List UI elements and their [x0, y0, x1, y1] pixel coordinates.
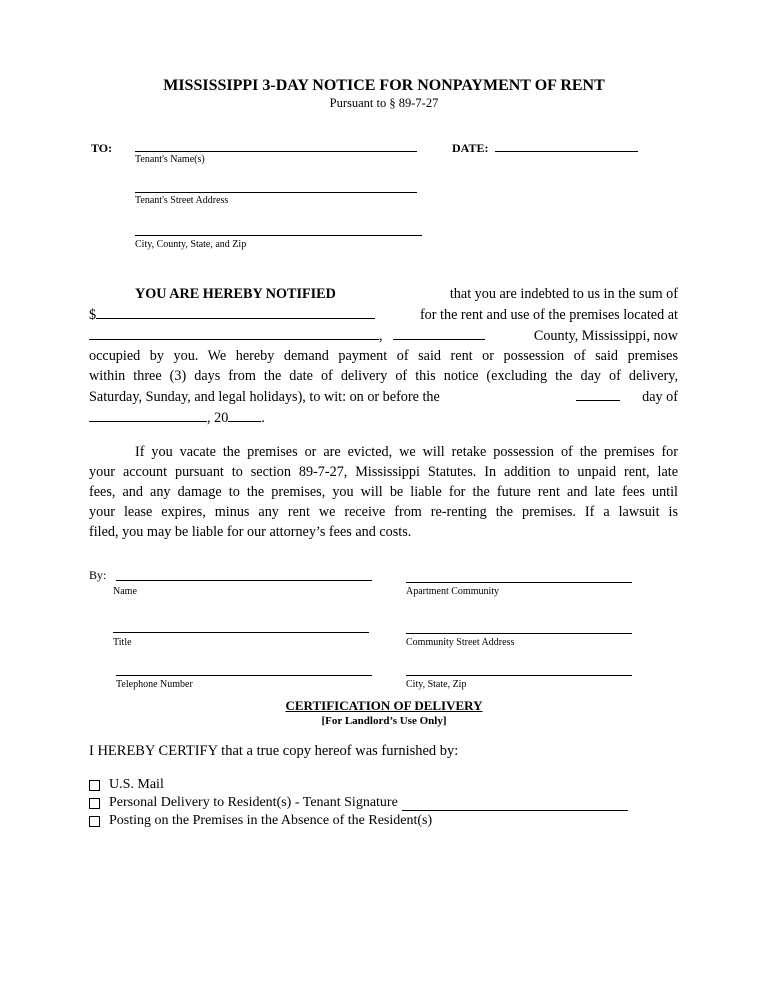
- community-street-field[interactable]: [406, 621, 632, 634]
- by-label: By:: [89, 568, 107, 582]
- due-year-field[interactable]: [228, 407, 261, 422]
- personal-delivery-checkbox[interactable]: [89, 798, 100, 809]
- certification-title: CERTIFICATION OF DELIVERY: [285, 698, 483, 713]
- tenant-name-caption: Tenant's Name(s): [135, 154, 205, 165]
- notice-line-4: occupied by you. We hereby demand payment of said rent or possession of said premises: [89, 348, 678, 364]
- vacate-paragraph: If you vacate the premises or are evicted, we will retake possession of the premises for your account pursuant to section 89-7-27, Mississippi Statutes. In addition to unpaid rent, late fees, and any damage to the premises, you will be liable for the future rent and late fees until your lease expires, minus any rent we receive from re-renting the premises. If a lawsuit is filed, you may be liable for our attorney’s fees and costs.: [89, 444, 678, 540]
- tenant-name-field[interactable]: [135, 139, 417, 152]
- name-caption: Name: [113, 586, 137, 597]
- to-label: TO:: [91, 141, 113, 155]
- notice-heading: YOU ARE HEREBY NOTIFIED: [135, 286, 336, 302]
- telephone-caption: Telephone Number: [116, 679, 193, 690]
- tenant-signature-field[interactable]: [402, 796, 628, 811]
- tenant-city-field[interactable]: [135, 223, 422, 236]
- community-city-caption: City, State, Zip: [406, 679, 467, 690]
- apartment-community-field[interactable]: [406, 570, 632, 583]
- apartment-community-caption: Apartment Community: [406, 586, 500, 597]
- community-city-field[interactable]: [406, 663, 632, 676]
- date-field[interactable]: [495, 139, 638, 152]
- us-mail-checkbox[interactable]: [89, 780, 100, 791]
- community-street-caption: Community Street Address: [406, 637, 515, 648]
- telephone-field[interactable]: [116, 663, 372, 676]
- amount-field[interactable]: [96, 304, 375, 319]
- notice-line-2: $ for the rent and use of the premises located at: [89, 304, 678, 325]
- tenant-street-field[interactable]: [135, 180, 417, 193]
- date-label: DATE:: [452, 141, 489, 155]
- option-personal-delivery: Personal Delivery to Resident(s) - Tenant Signature: [89, 795, 628, 811]
- certify-statement: I HEREBY CERTIFY that a true copy hereof was furnished by:: [89, 743, 459, 759]
- signer-name-field[interactable]: [116, 568, 372, 581]
- document-title: MISSISSIPPI 3-DAY NOTICE FOR NONPAYMENT OF RENT: [163, 77, 605, 94]
- notice-line-6: Saturday, Sunday, and legal holidays), to wit: on or before the day of: [89, 386, 678, 407]
- notice-line-5: within three (3) days from the date of delivery of this notice (excluding the day of delivery,: [89, 368, 678, 384]
- signer-title-field[interactable]: [113, 620, 369, 633]
- option-posting: Posting on the Premises in the Absence of the Resident(s): [89, 813, 432, 829]
- posting-checkbox[interactable]: [89, 816, 100, 827]
- premises-address-field[interactable]: [89, 325, 379, 340]
- tenant-street-caption: Tenant's Street Address: [135, 195, 229, 206]
- due-day-field[interactable]: [576, 386, 620, 401]
- notice-paragraph: [89, 284, 678, 428]
- notice-line-7: , 20 .: [89, 407, 678, 428]
- due-month-field[interactable]: [89, 407, 207, 422]
- title-caption: Title: [113, 637, 132, 648]
- option-us-mail: U.S. Mail: [89, 777, 164, 793]
- certification-subtitle: [For Landlord’s Use Only]: [321, 715, 447, 727]
- tenant-city-caption: City, County, State, and Zip: [135, 239, 247, 250]
- notice-line-3: , County, Mississippi, now: [89, 325, 678, 346]
- notice-line-1: YOU ARE HEREBY NOTIFIED that you are indebted to us in the sum of: [135, 286, 678, 302]
- county-field[interactable]: [393, 325, 485, 340]
- document-subtitle: Pursuant to § 89-7-27: [329, 96, 439, 110]
